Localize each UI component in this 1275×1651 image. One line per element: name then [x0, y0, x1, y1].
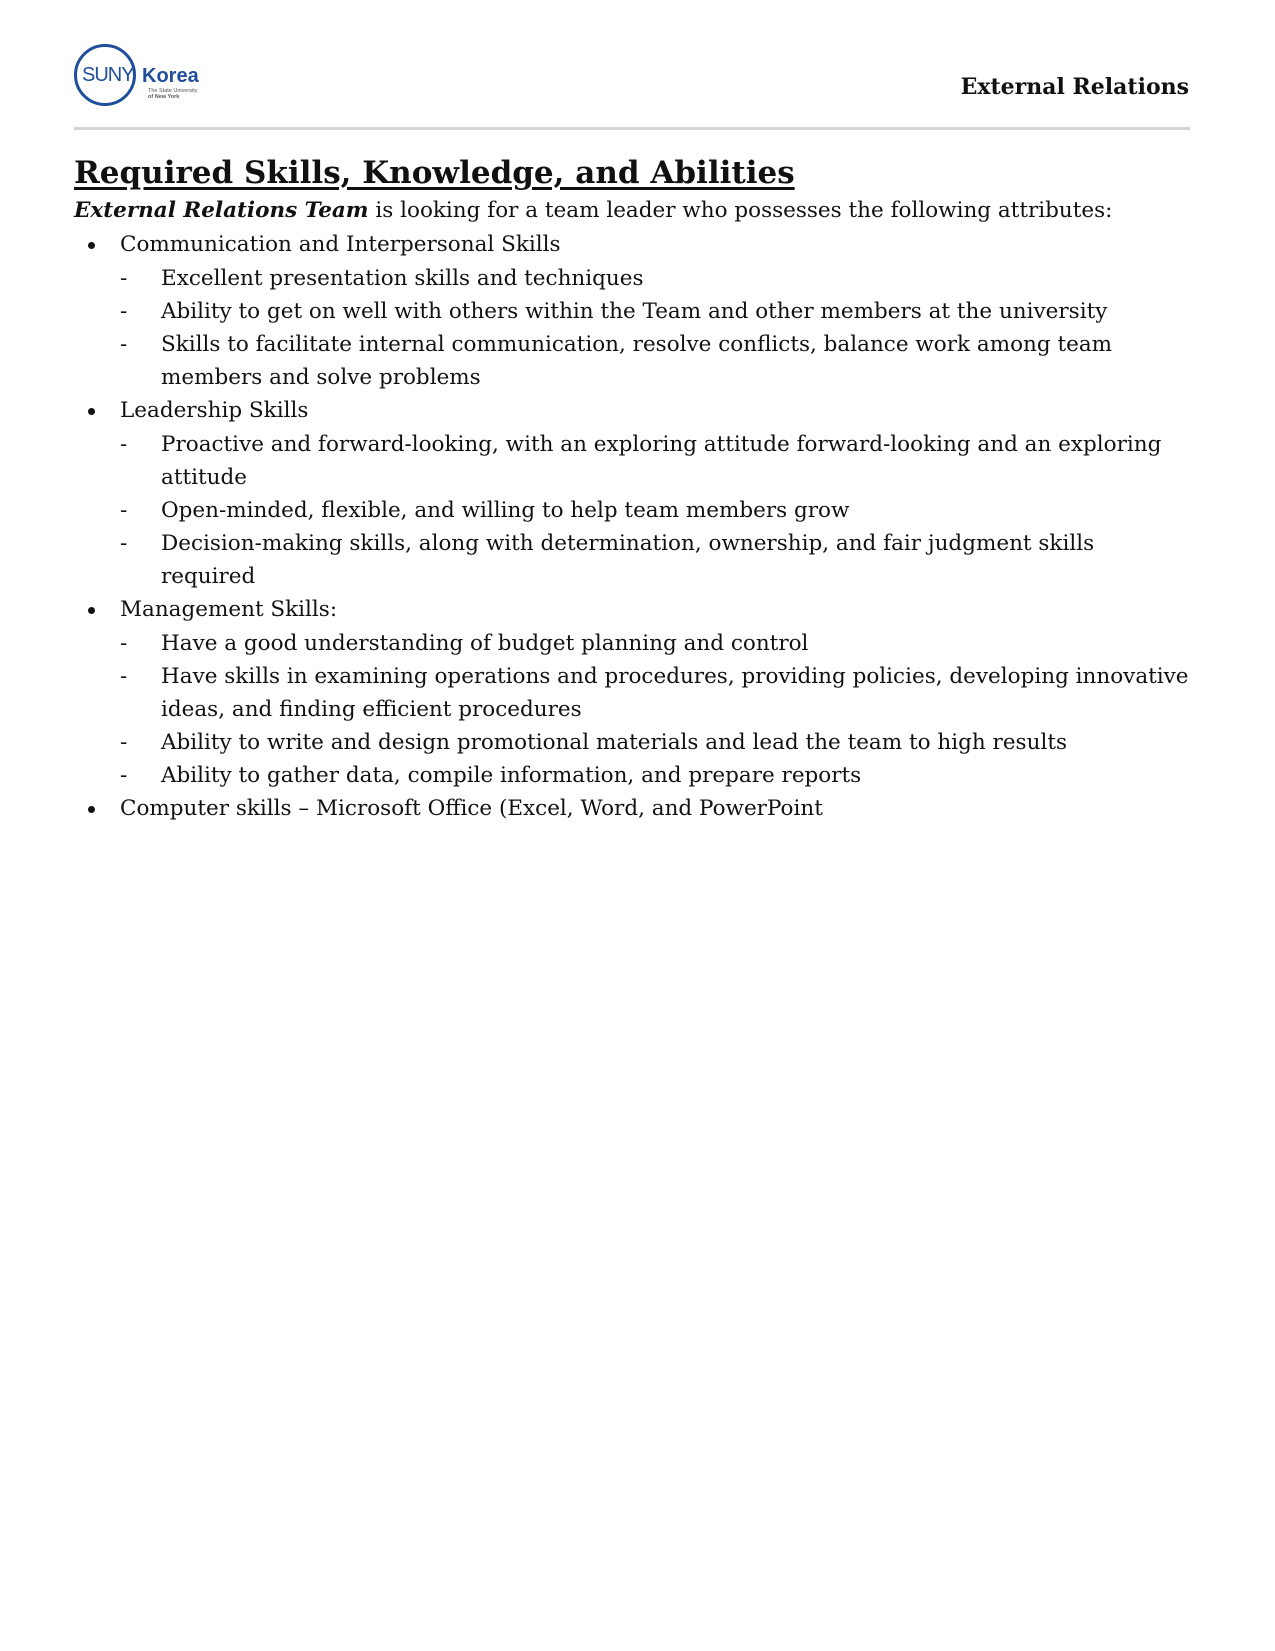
bullet-dot: [88, 408, 95, 415]
sub-item-text: Have a good understanding of budget planning and control: [161, 631, 809, 656]
bullet-item: [74, 792, 1194, 826]
bullet-label: Leadership Skills: [120, 398, 309, 423]
bullet-dot: [88, 806, 95, 813]
intro-emphasis: External Relations Team: [74, 198, 369, 223]
sub-item: [120, 262, 1194, 295]
sub-item-text: Ability to gather data, compile information, and prepare reports: [161, 763, 862, 788]
dash-marker: -: [120, 432, 128, 457]
section-title: Required Skills, Knowledge, and Abilities: [74, 155, 795, 191]
dash-marker: -: [120, 299, 128, 324]
header-divider: [74, 127, 1190, 130]
dash-marker: -: [120, 763, 128, 788]
sub-item-text: Open-minded, flexible, and willing to help team members grow: [161, 498, 850, 523]
sub-item: [120, 328, 1194, 394]
sub-item-text: Ability to get on well with others within the Team and other members at the university: [161, 299, 1108, 324]
bullet-item: [74, 228, 1194, 394]
sub-item: [120, 527, 1194, 593]
sub-item: [120, 759, 1194, 792]
bullet-label: Computer skills – Microsoft Office (Excel, Word, and PowerPoint: [120, 796, 823, 821]
attributes-list: [74, 228, 1194, 826]
dash-marker: -: [120, 664, 128, 689]
sub-item: [120, 726, 1194, 759]
dash-marker: -: [120, 498, 128, 523]
sub-item: [120, 627, 1194, 660]
dash-marker: -: [120, 531, 128, 556]
sub-item-text: Ability to write and design promotional materials and lead the team to high results: [161, 730, 1067, 755]
sub-list: [120, 428, 1194, 593]
bullet-item: [74, 394, 1194, 593]
intro-paragraph: [74, 194, 1194, 228]
logo-subtitle-line2: of New York: [148, 94, 180, 100]
sub-item-text: Have skills in examining operations and procedures, providing policies, developing innovative ideas, and finding efficient procedures: [161, 664, 1189, 722]
sub-item: [120, 428, 1194, 494]
sub-item-text: Proactive and forward-looking, with an exploring attitude forward-looking and an exploring attitude: [161, 432, 1162, 490]
dash-marker: -: [120, 266, 128, 291]
bullet-label: Management Skills:: [120, 597, 338, 622]
dash-marker: -: [120, 631, 128, 656]
dash-marker: -: [120, 332, 128, 357]
sub-item: [120, 295, 1194, 328]
logo-subtitle: [148, 88, 198, 100]
sub-item-text: Skills to facilitate internal communication, resolve conflicts, balance work among team members and solve problems: [161, 332, 1113, 390]
bullet-label: Communication and Interpersonal Skills: [120, 232, 561, 257]
logo-korea-text: Korea: [142, 65, 199, 87]
logo-suny-text: SUNY: [82, 64, 134, 86]
sub-list: [120, 627, 1194, 792]
sub-item: [120, 494, 1194, 527]
sub-list: [120, 262, 1194, 394]
logo-subtitle-line1: The State University: [148, 88, 198, 94]
dash-marker: -: [120, 730, 128, 755]
suny-korea-logo: [74, 44, 224, 116]
bullet-dot: [88, 242, 95, 249]
sub-item: [120, 660, 1194, 726]
sub-item-text: Excellent presentation skills and techniques: [161, 266, 644, 291]
header-title: External Relations: [960, 74, 1189, 100]
intro-text: is looking for a team leader who possesses the following attributes:: [368, 198, 1113, 223]
bullet-item: [74, 593, 1194, 792]
sub-item-text: Decision-making skills, along with determination, ownership, and fair judgment skills required: [161, 531, 1095, 589]
bullet-dot: [88, 607, 95, 614]
section-content: [74, 152, 1194, 826]
